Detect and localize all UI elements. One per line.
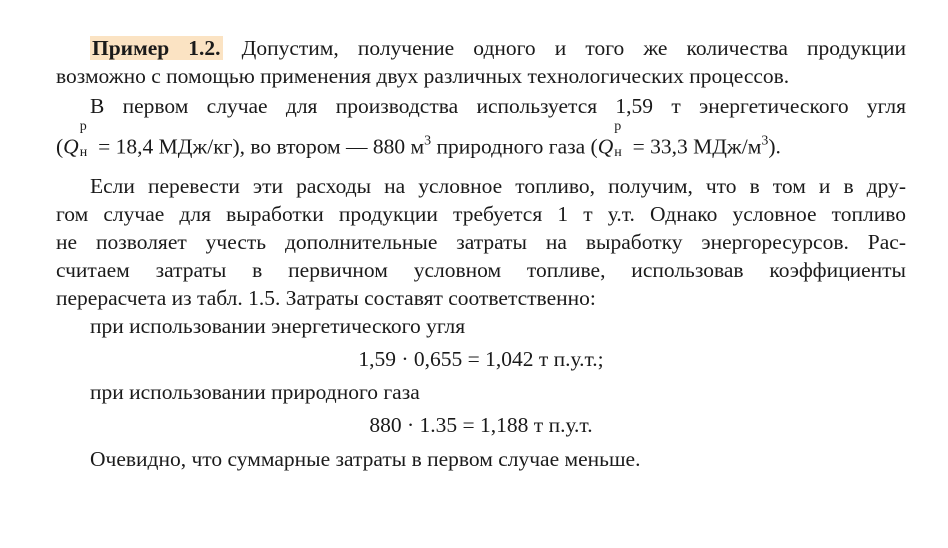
- conversion-line-5: перерасчета из табл. 1.5. Затраты составят соответственно:: [56, 286, 596, 310]
- heat-value-indices: [79, 119, 93, 160]
- heat-value-sup: р: [79, 119, 87, 134]
- conclusion: Очевидно, что суммарные затраты в первом случае меньше.: [90, 447, 641, 471]
- gas-heat-value: = 33,3 МДж/м: [627, 134, 762, 159]
- example-label: Пример 1.2.: [92, 36, 221, 60]
- conversion-line-3: не позволяет учесть дополнительные затраты на выработку энергоресурсов. Рас-: [56, 230, 906, 254]
- paren-open: (: [56, 134, 64, 159]
- heat-value-symbol-gas: Q: [597, 134, 614, 159]
- conversion-line-4: считаем затраты в первичном условном топливе, использовав коэффициенты: [56, 258, 906, 282]
- gas-case-label: при использовании природного газа: [90, 380, 420, 404]
- gas-formula: 880 · 1.35 = 1,188 т п.у.т.: [369, 413, 593, 437]
- gas-text: природного газа (: [431, 134, 598, 159]
- conversion-line-1: Если перевести эти расходы на условное топливо, получим, что в том и в дру-: [90, 174, 906, 198]
- case-line-2: [56, 119, 781, 161]
- heat-value-sup-gas: р: [614, 119, 622, 134]
- cube-exponent-gas: 3: [761, 133, 769, 149]
- example-intro-line-1: [90, 34, 906, 62]
- example-intro-line-2: возможно с помощью применения двух различных технологических процессов.: [56, 64, 790, 88]
- coal-case-label: при использовании энергетического угля: [90, 314, 466, 338]
- heat-value-sub-gas: н: [614, 145, 622, 160]
- coal-heat-value: = 18,4 МДж/кг), во втором — 880 м: [92, 134, 425, 159]
- coal-formula: 1,59 · 0,655 = 1,042 т п.у.т.;: [358, 347, 604, 371]
- conversion-line-2: гом случае для выработки продукции требуется 1 т у.т. Однако условное топливо: [56, 202, 906, 226]
- example-intro-text: Допустим, получение одного и того же количества продукции: [222, 36, 906, 60]
- heat-value-indices-gas: [613, 119, 627, 160]
- heat-value-sub: н: [79, 145, 88, 160]
- close-text: ).: [768, 134, 781, 159]
- case-line-1: В первом случае для производства используется 1,59 т энергетического угля: [90, 94, 906, 118]
- heat-value-symbol: Q: [63, 134, 79, 159]
- cube-exponent: 3: [424, 133, 432, 149]
